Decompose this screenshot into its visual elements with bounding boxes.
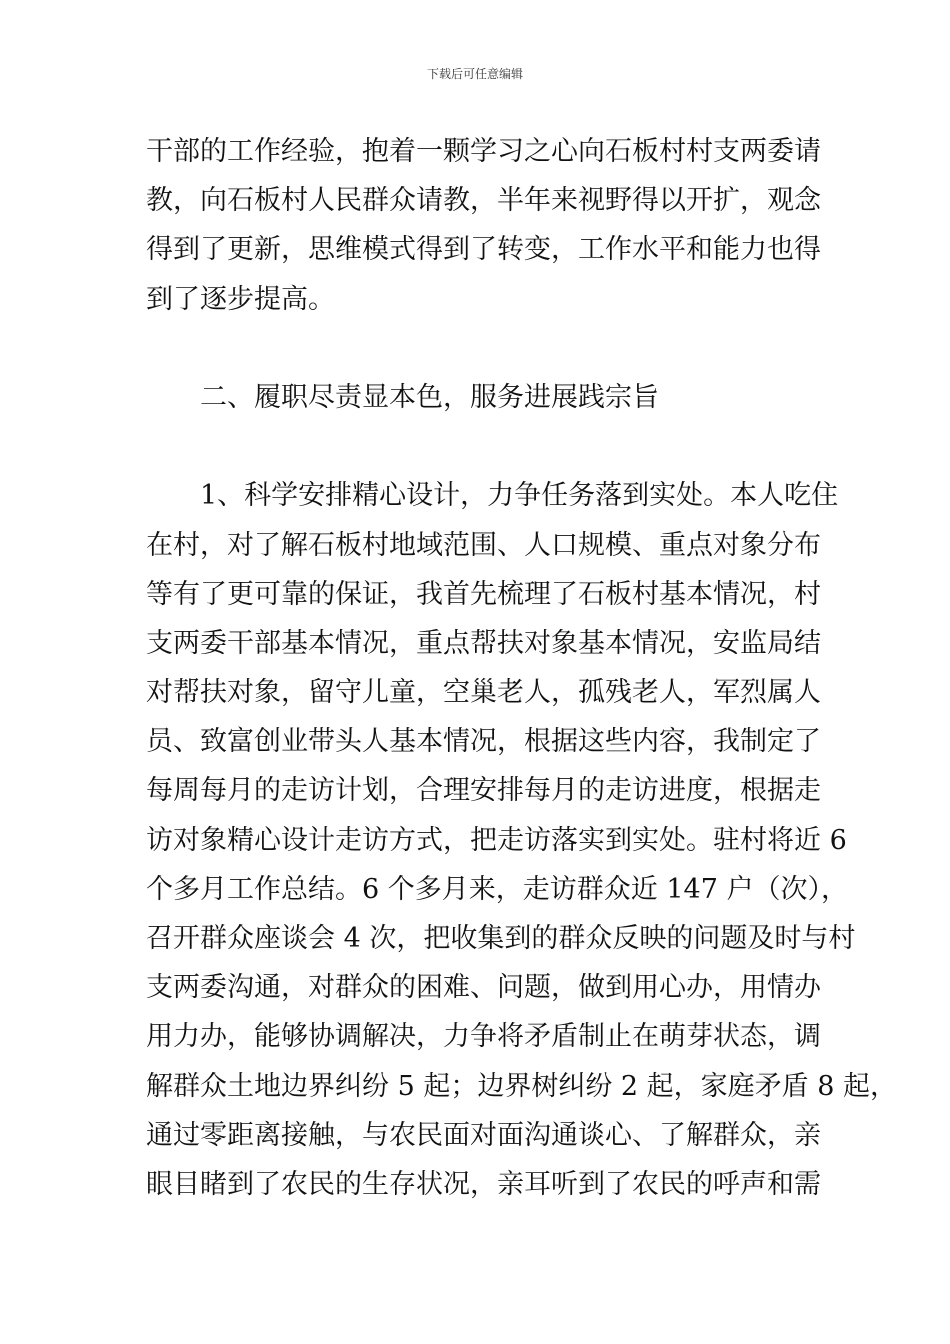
- text-line: 每周每月的走访计划，合理安排每月的走访进度，根据走: [146, 775, 821, 807]
- text-line: 访对象精心设计走访方式，把走访落实到实处。驻村将近 6: [146, 824, 847, 856]
- text-line: 到了逐步提高。: [146, 283, 335, 315]
- text-line: 1、科学安排精心设计，力争任务落到实处。本人吃住: [146, 480, 839, 512]
- text-line: 得到了更新，思维模式得到了转变，工作水平和能力也得: [146, 234, 821, 266]
- document-body: [146, 127, 898, 1209]
- paragraph-gap: [146, 324, 818, 373]
- text-line: 等有了更可靠的保证，我首先梳理了石板村基本情况，村: [146, 578, 821, 610]
- text-line: 个多月工作总结。6 个多月来，走访群众近 147 户（次），: [146, 873, 848, 905]
- text-line: 支两委干部基本情况，重点帮扶对象基本情况，安监局结: [146, 627, 821, 659]
- text-line: 对帮扶对象，留守儿童，空巢老人，孤残老人，军烈属人: [146, 677, 821, 709]
- text-line: 召开群众座谈会 4 次，把收集到的群众反映的问题及时与村: [146, 923, 856, 954]
- paragraph-gap: [146, 422, 818, 471]
- text-line: 在村，对了解石板村地域范围、人口规模、重点对象分布: [146, 529, 821, 561]
- text-line: 解群众土地边界纠纷 5 起；边界树纠纷 2 起，家庭矛盾 8 起，: [146, 1070, 898, 1102]
- text-line: 支两委沟通，对群众的困难、问题，做到用心办，用情办: [146, 972, 821, 1004]
- section-heading: 二、履职尽责显本色，服务进展践宗旨: [146, 381, 659, 413]
- text-line: 眼目睹到了农民的生存状况，亲耳听到了农民的呼声和需: [146, 1168, 821, 1200]
- text-line: 用力办，能够协调解决，力争将矛盾制止在萌芽状态，调: [146, 1021, 821, 1053]
- text-line: 干部的工作经验，抱着一颗学习之心向石板村村支两委请: [146, 136, 821, 167]
- text-line: 员、致富创业带头人基本情况，根据这些内容，我制定了: [146, 726, 821, 758]
- text-line: 通过零距离接触，与农民面对面沟通谈心、了解群众，亲: [146, 1119, 821, 1151]
- text-line: 教，向石板村人民群众请教，半年来视野得以开扩，观念: [146, 185, 821, 217]
- header-note: 下载后可任意编辑: [426, 67, 523, 81]
